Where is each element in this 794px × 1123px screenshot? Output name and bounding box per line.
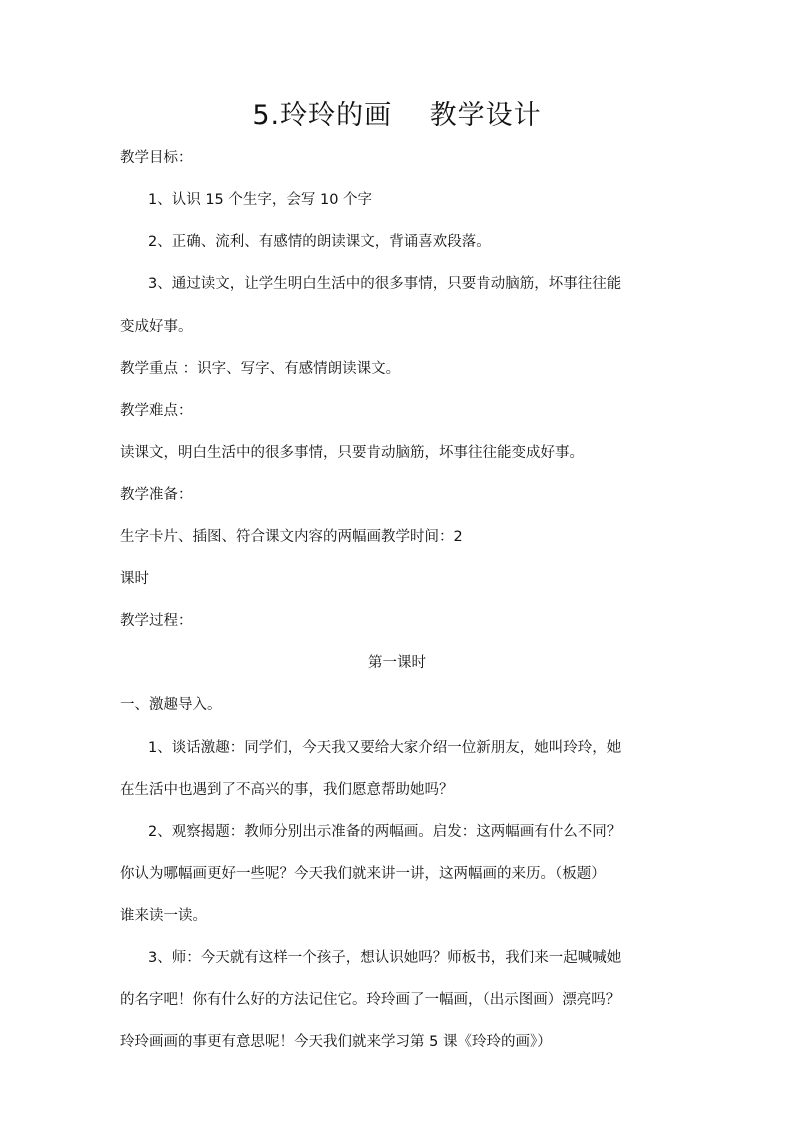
step-one-heading: 一、激趣导入。 <box>120 697 222 713</box>
goal-item-2: 2、正确、流利、有感情的朗读课文，背诵喜欢段落。 <box>148 234 491 250</box>
heading-difficulties: 教学难点： <box>120 403 193 419</box>
preparation-text-continued: 课时 <box>120 571 149 587</box>
step-3-text-end: 玲玲画画的事更有意思呢！今天我们就来学习第 5 课《玲玲的画》） <box>120 1034 552 1050</box>
heading-preparation: 教学准备： <box>120 487 193 503</box>
step-2-text-continued: 你认为哪幅画更好一些呢？今天我们就来讲一讲，这两幅画的来历。（板题） <box>120 866 606 882</box>
heading-teaching-goals: 教学目标： <box>120 150 193 166</box>
section-first-lesson: 第一课时 <box>368 655 426 671</box>
step-2-text-end: 谁来读一读。 <box>120 908 207 924</box>
goal-item-3-continued: 变成好事。 <box>120 319 193 335</box>
goal-item-1: 1、认识 15 个生字，会写 10 个字 <box>148 192 373 208</box>
document-title: 5.玲玲的画 教学设计 <box>252 100 542 131</box>
heading-key-points: 教学重点 ：识字、写字、有感情朗读课文。 <box>120 361 401 377</box>
preparation-text: 生字卡片、插图、符合课文内容的两幅画教学时间：2 <box>120 529 463 545</box>
step-3-text-continued: 的名字吧！你有什么好的方法记住它。玲玲画了一幅画，（出示图画）漂亮吗？ <box>120 992 621 1008</box>
difficulties-text: 读课文，明白生活中的很多事情，只要肯动脑筋，坏事往往能变成好事。 <box>120 445 584 461</box>
goal-item-3: 3、通过读文，让学生明白生活中的很多事情，只要肯动脑筋，坏事往往能 <box>148 276 622 292</box>
heading-teaching-process: 教学过程： <box>120 613 193 629</box>
step-3-text: 3、师：今天就有这样一个孩子，想认识她吗？师板书，我们来一起喊喊她 <box>148 950 622 966</box>
step-1-text: 1、谈话激趣：同学们，今天我又要给大家介绍一位新朋友，她叫玲玲，她 <box>148 740 622 756</box>
step-1-text-continued: 在生活中也遇到了不高兴的事，我们愿意帮助她吗？ <box>120 782 454 798</box>
step-2-text: 2、观察揭题：教师分别出示准备的两幅画。启发：这两幅画有什么不同？ <box>148 824 622 840</box>
